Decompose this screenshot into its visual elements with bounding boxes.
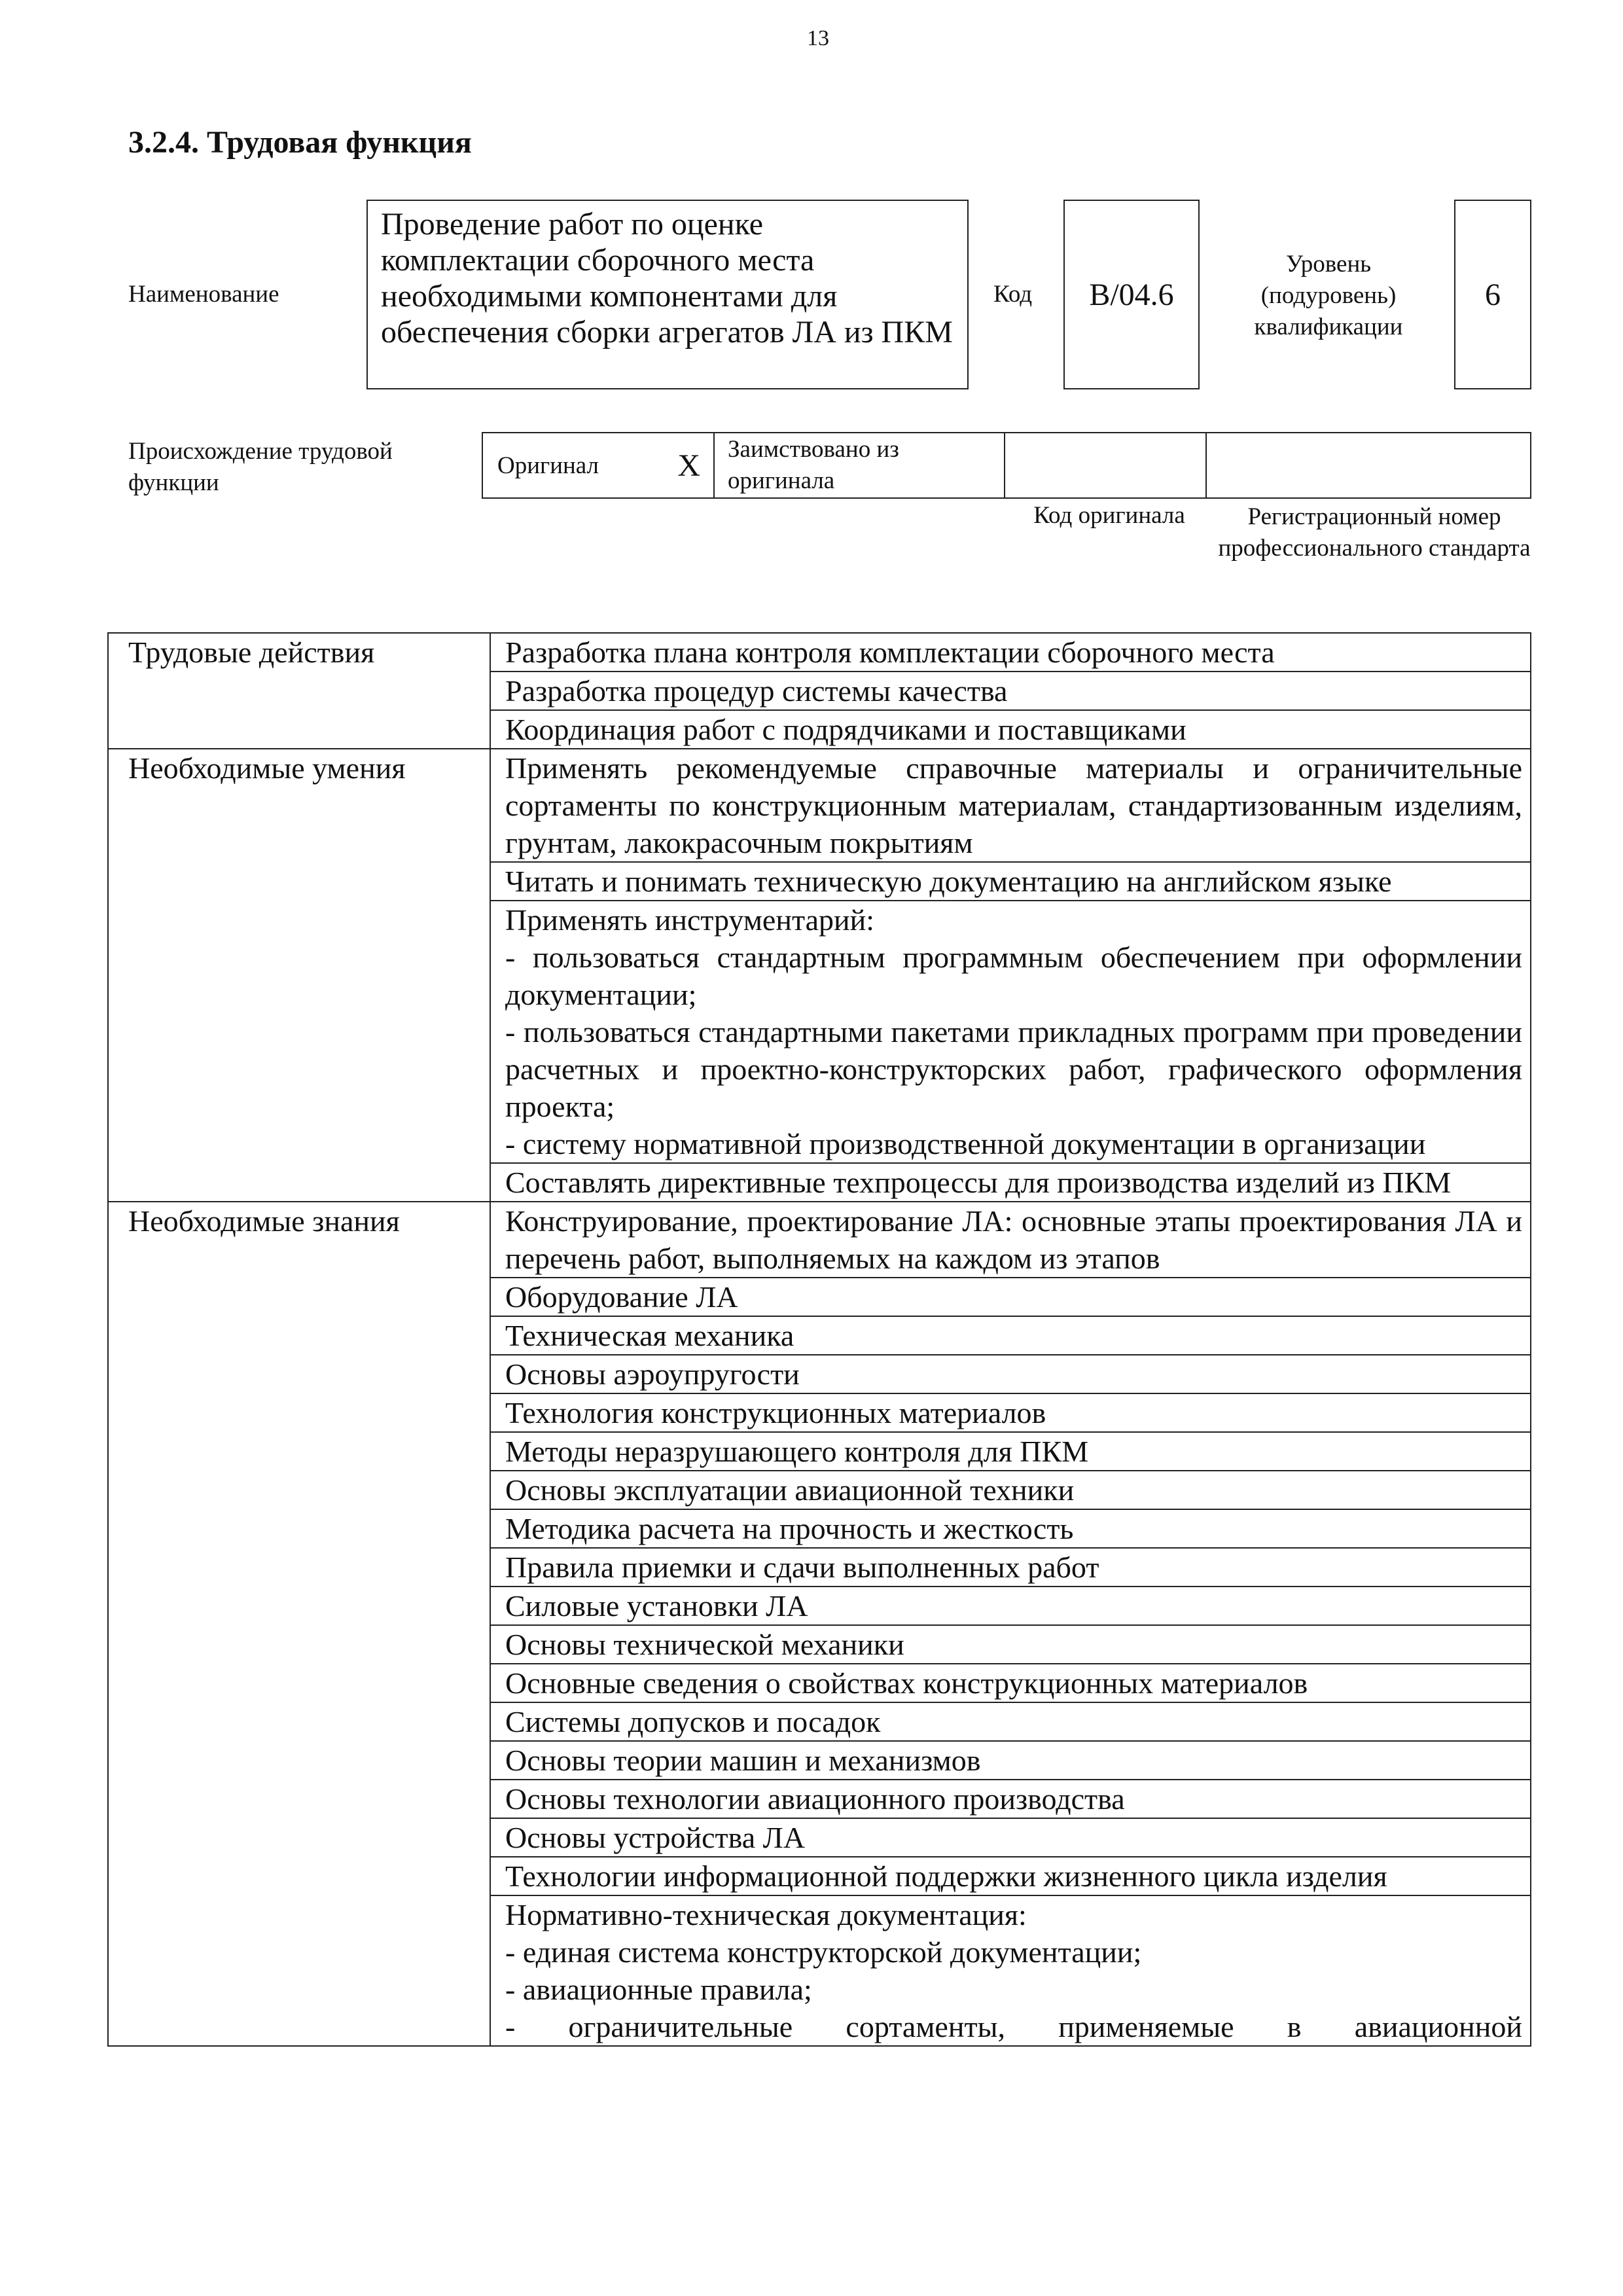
normative-line: - единая система конструкторской документации;: [505, 1935, 1142, 1969]
skill-tools-line: - систему нормативной производственной документации в организации: [505, 1127, 1426, 1160]
origin-original-cell: [483, 433, 715, 497]
reg-number-caption: Регистрационный номер профессионального стандарта: [1218, 503, 1531, 562]
knowledge-item: Основы технологии авиационного производства: [490, 1780, 1531, 1818]
labor-action-item: Координация работ с подрядчиками и поставщиками: [490, 710, 1531, 749]
table-row: [108, 749, 1531, 862]
page-number: 13: [807, 26, 829, 50]
normative-title: Нормативно-техническая документация:: [505, 1898, 1027, 1931]
origin-original-text: Оригинал: [497, 452, 599, 479]
origin-label: Происхождение трудовой функции: [128, 438, 393, 496]
table-row: [108, 1202, 1531, 1278]
normative-line: - ограничительные сортаменты, применяемые в авиационной: [505, 2010, 1522, 2043]
knowledge-item-normative: [490, 1895, 1531, 2046]
name-value-box: [366, 200, 969, 389]
origin-code-cell: [1005, 433, 1207, 497]
skill-item-tools: [490, 901, 1531, 1163]
table-row: [108, 633, 1531, 672]
knowledge-item: Основы аэроупругости: [490, 1355, 1531, 1393]
knowledge-item: Основы эксплуатации авиационной техники: [490, 1471, 1531, 1509]
skill-tools-line: - пользоваться стандартным программным обеспечением при оформлении документации;: [505, 941, 1522, 1011]
labor-action-item: Разработка плана контроля комплектации сборочного места: [490, 633, 1531, 672]
labor-action-item: Разработка процедур системы качества: [490, 672, 1531, 710]
knowledge-item: Основы устройства ЛА: [490, 1818, 1531, 1857]
origin-row: [482, 432, 1531, 499]
code-original-caption: Код оригинала: [1033, 502, 1185, 529]
knowledge-item: Методика расчета на прочность и жесткость: [490, 1509, 1531, 1548]
level-value-box: [1454, 200, 1531, 389]
knowledge-item: Технологии информационной поддержки жизненного цикла изделия: [490, 1857, 1531, 1895]
level-value: 6: [1485, 277, 1501, 312]
level-label: Уровень (подуровень) квалификации: [1254, 251, 1403, 340]
knowledge-item: Технология конструкционных материалов: [490, 1393, 1531, 1432]
skill-item: Читать и понимать техническую документацию на английском языке: [490, 862, 1531, 901]
knowledge-item: Основы технической механики: [490, 1625, 1531, 1664]
knowledge-item: Правила приемки и сдачи выполненных работ: [490, 1548, 1531, 1587]
knowledge-item: Основы теории машин и механизмов: [490, 1741, 1531, 1780]
skill-tools-line: - пользоваться стандартными пакетами прикладных программ при проведении расчетных и проектно-конструкторских работ, графического оформления проекта;: [505, 1015, 1522, 1123]
knowledge-item: Оборудование ЛА: [490, 1278, 1531, 1316]
skill-item: Применять рекомендуемые справочные материалы и ограничительные сортаменты по конструкционным материалам, стандартизованным изделиям, грунтам, лакокрасочным покрытиям: [490, 749, 1531, 862]
origin-borrowed-cell: [715, 433, 1005, 497]
code-value: В/04.6: [1089, 277, 1174, 312]
section-title: 3.2.4. Трудовая функция: [128, 125, 472, 160]
code-label: Код: [993, 281, 1033, 308]
name-label: Наименование: [128, 281, 279, 308]
normative-line: - авиационные правила;: [505, 1973, 812, 2006]
origin-borrowed-text: Заимствовано из оригинала: [728, 436, 899, 494]
origin-reg-cell: [1207, 433, 1530, 497]
name-value: Проведение работ по оценке комплектации сборочного места необходимыми компонентами для обеспечения сборки агрегатов ЛА из ПКМ: [381, 207, 953, 350]
knowledge-item: Конструирование, проектирование ЛА: основные этапы проектирования ЛА и перечень работ, выполняемых на каждом из этапов: [490, 1202, 1531, 1278]
labor-function-table: [107, 632, 1531, 2047]
knowledge-item: Техническая механика: [490, 1316, 1531, 1355]
knowledge-item: Системы допусков и посадок: [490, 1702, 1531, 1741]
code-value-box: [1063, 200, 1200, 389]
origin-mark: X: [677, 448, 700, 483]
knowledge-item: Методы неразрушающего контроля для ПКМ: [490, 1432, 1531, 1471]
labor-actions-label: Трудовые действия: [108, 633, 490, 749]
knowledge-item: Основные сведения о свойствах конструкционных материалов: [490, 1664, 1531, 1702]
knowledge-label: Необходимые знания: [108, 1202, 490, 2046]
skill-tools-title: Применять инструментарий:: [505, 903, 875, 937]
skill-item: Составлять директивные техпроцессы для производства изделий из ПКМ: [490, 1163, 1531, 1202]
skills-label: Необходимые умения: [108, 749, 490, 1202]
knowledge-item: Силовые установки ЛА: [490, 1587, 1531, 1625]
